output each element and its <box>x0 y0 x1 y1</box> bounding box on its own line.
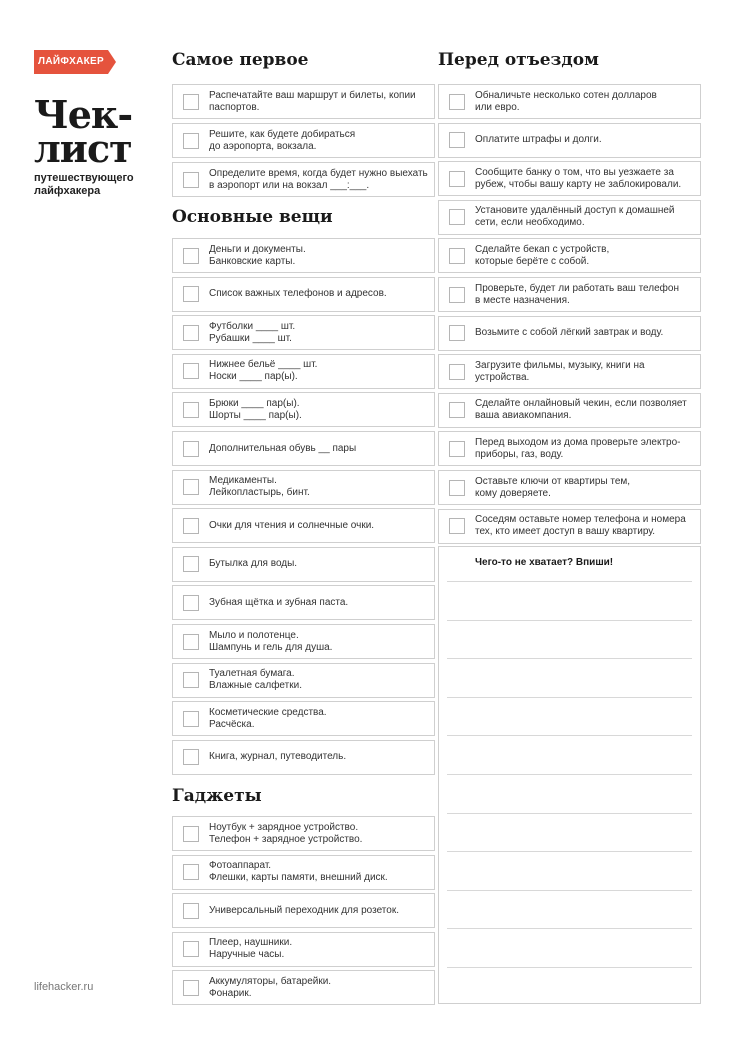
right-column <box>438 0 701 1040</box>
notes-line <box>447 813 692 814</box>
checklist-item-text <box>209 398 428 422</box>
checklist-item-line: Перед выходом из дома проверьте электро- <box>475 436 681 448</box>
title-line-2: лист <box>34 126 132 171</box>
checklist-item-line: Деньги и документы. <box>209 243 306 255</box>
checkbox[interactable] <box>183 479 199 495</box>
checkbox[interactable] <box>449 480 465 496</box>
checklist-item[interactable] <box>438 84 701 119</box>
checkbox[interactable] <box>183 172 199 188</box>
checklist-item[interactable] <box>172 238 435 273</box>
checklist-item-line: Аккумуляторы, батарейки. <box>209 975 332 987</box>
checkbox[interactable] <box>449 132 465 148</box>
checklist-item-line: сети, если необходимо. <box>475 217 585 229</box>
checklist-item-line: Проверьте, будет ли работать ваш телефон <box>475 282 679 294</box>
notes-line <box>447 967 692 968</box>
checklist-item-line: Установите удалённый доступ к домашней <box>475 205 675 217</box>
checklist-item-line: Влажные салфетки. <box>209 680 302 692</box>
checkbox[interactable] <box>183 363 199 379</box>
checklist-item-line: Банковские карты. <box>209 255 296 267</box>
checkbox[interactable] <box>449 287 465 303</box>
notes-title: Чего-то не хватает? Впиши! <box>475 557 614 568</box>
checklist-item-text <box>475 167 694 191</box>
checklist-item-line: Зубная щётка и зубная паста. <box>209 596 349 608</box>
checklist-item-line: тех, кто имеет доступ в вашу квартиру. <box>475 526 656 538</box>
checklist-item-line: Оставьте ключи от квартиры тем, <box>475 475 631 487</box>
section-title-gadgets: Гаджеты <box>172 786 262 806</box>
checkbox[interactable] <box>449 94 465 110</box>
checklist-item-text <box>209 288 428 300</box>
subtitle-line-2: лайфхакера <box>34 185 101 197</box>
checklist-item-line: приборы, газ, воду. <box>475 448 564 460</box>
checklist-item-line: Определите время, когда будет нужно выехать <box>209 167 428 179</box>
checklist-item-line: Дополнительная обувь __ пары <box>209 442 357 454</box>
checklist-item-text <box>475 205 694 229</box>
checklist-item-line: Ноутбук + зарядное устройство. <box>209 821 359 833</box>
checklist-item-line: Плеер, наушники. <box>209 937 293 949</box>
checklist-item-text <box>475 90 694 114</box>
checklist-item-line: Сделайте онлайновый чекин, если позволяет <box>475 398 687 410</box>
checklist-item[interactable] <box>438 509 701 544</box>
checklist-item-line: Флешки, карты памяти, внешний диск. <box>209 872 388 884</box>
notes-line <box>447 620 692 621</box>
checklist-item[interactable] <box>172 970 435 1005</box>
checklist-item[interactable] <box>438 316 701 351</box>
checklist-item[interactable] <box>172 547 435 582</box>
checkbox[interactable] <box>183 634 199 650</box>
checklist-item-line: Брюки ____ пар(ы). <box>209 397 300 409</box>
checklist-item[interactable] <box>172 277 435 312</box>
checklist-item-line: Очки для чтения и солнечные очки. <box>209 519 375 531</box>
checklist-item-line: Фотоаппарат. <box>209 860 272 872</box>
checkbox[interactable] <box>449 402 465 418</box>
checkbox[interactable] <box>183 248 199 264</box>
checklist-item[interactable] <box>172 740 435 775</box>
checkbox[interactable] <box>183 980 199 996</box>
checklist-item-text <box>209 475 428 499</box>
checkbox[interactable] <box>183 672 199 688</box>
checklist-item-line: Сделайте бекап с устройств, <box>475 243 610 255</box>
checklist-item-line: Рубашки ____ шт. <box>209 332 292 344</box>
notes-line <box>447 928 692 929</box>
checklist-item[interactable] <box>172 470 435 505</box>
checklist-item-line: Лейкопластырь, бинт. <box>209 487 310 499</box>
page-subtitle <box>34 172 134 198</box>
notes-line <box>447 851 692 852</box>
checkbox[interactable] <box>183 556 199 572</box>
checklist-item-text <box>209 321 428 345</box>
checkbox[interactable] <box>449 171 465 187</box>
checklist-item-line: Нижнее бельё ____ шт. <box>209 359 318 371</box>
checklist-item[interactable] <box>438 200 701 235</box>
checklist-item[interactable] <box>172 893 435 928</box>
checkbox[interactable] <box>183 133 199 149</box>
checklist-item[interactable] <box>438 238 701 273</box>
checklist-item-line: Носки ____ пар(ы). <box>209 371 298 383</box>
checkbox[interactable] <box>183 749 199 765</box>
checklist-item-text <box>475 437 694 461</box>
checklist-item-line: Косметические средства. <box>209 706 327 718</box>
checkbox[interactable] <box>449 518 465 534</box>
checkbox[interactable] <box>449 364 465 380</box>
checklist-item-line: Распечатайте ваш маршрут и билеты, копии <box>209 89 416 101</box>
checklist-item-line: Список важных телефонов и адресов. <box>209 288 387 300</box>
checklist-item[interactable] <box>172 855 435 890</box>
checklist-item-text <box>209 822 428 846</box>
checklist-item-line: Туалетная бумага. <box>209 668 295 680</box>
checklist-item-line: Обналичьте несколько сотен долларов <box>475 89 657 101</box>
checklist-item-text <box>475 476 694 500</box>
checklist-item-line: в месте назначения. <box>475 294 570 306</box>
checkbox[interactable] <box>183 402 199 418</box>
checklist-item-line: или евро. <box>475 101 520 113</box>
section-title-basics: Основные вещи <box>172 207 333 227</box>
title-line-1: Чек- <box>34 92 133 137</box>
checklist-item-text <box>209 751 428 763</box>
checklist-item-line: Загрузите фильмы, музыку, книги на устройства. <box>475 359 645 383</box>
checklist-item-text <box>475 134 694 146</box>
checkbox[interactable] <box>183 441 199 457</box>
checklist-item[interactable] <box>172 816 435 851</box>
checklist-item-text <box>475 244 694 268</box>
checkbox[interactable] <box>183 595 199 611</box>
checkbox[interactable] <box>183 826 199 842</box>
checklist-item-line: ваша авиакомпания. <box>475 410 572 422</box>
section-title-before: Перед отъездом <box>438 50 599 70</box>
checklist-item-text <box>475 398 694 422</box>
checklist-item[interactable] <box>438 393 701 428</box>
checklist-item[interactable] <box>172 354 435 389</box>
checklist-item-line: паспортов. <box>209 101 260 113</box>
checklist-item-line: в аэропорт или на вокзал ___:___. <box>209 179 370 191</box>
checklist-item-text <box>209 905 428 917</box>
checklist-item[interactable] <box>172 624 435 659</box>
checklist-item-text <box>475 360 694 384</box>
checklist-item[interactable] <box>438 161 701 196</box>
checklist-item-text <box>209 558 428 570</box>
checklist-item-line: Расчёска. <box>209 718 255 730</box>
checklist-item[interactable] <box>438 470 701 505</box>
checklist-item[interactable] <box>172 932 435 967</box>
checklist-item-text <box>475 514 694 538</box>
checklist-item-line: Решите, как будете добираться <box>209 128 356 140</box>
checklist-item-line: Фонарик. <box>209 987 252 999</box>
checklist-item-line: Сообщите банку о том, что вы уезжаете за <box>475 166 674 178</box>
checklist-item-text <box>209 129 428 153</box>
checklist-item[interactable] <box>172 585 435 620</box>
checklist-item-text <box>209 244 428 268</box>
checklist-item-line: Универсальный переходник для розеток. <box>209 904 399 916</box>
checklist-item-text <box>209 937 428 961</box>
checklist-item-line: рубеж, чтобы вашу карту не заблокировали. <box>475 178 682 190</box>
page-title <box>34 92 133 171</box>
checklist-item-text <box>209 168 428 192</box>
checkbox[interactable] <box>183 711 199 727</box>
section-title-first: Самое первое <box>172 50 309 70</box>
checklist-item[interactable] <box>172 315 435 350</box>
checklist-item-text <box>209 520 428 532</box>
notes-line <box>447 890 692 891</box>
checkbox[interactable] <box>183 903 199 919</box>
checkbox[interactable] <box>183 325 199 341</box>
notes-line <box>447 774 692 775</box>
checkbox[interactable] <box>183 94 199 110</box>
subtitle-line-1: путешествующего <box>34 172 134 184</box>
notes-line <box>447 735 692 736</box>
checkbox[interactable] <box>183 286 199 302</box>
checkbox[interactable] <box>183 518 199 534</box>
checklist-item[interactable] <box>172 123 435 158</box>
notes-line <box>447 658 692 659</box>
checklist-item-line: Шампунь и гель для душа. <box>209 641 333 653</box>
checklist-item-line: Мыло и полотенце. <box>209 629 299 641</box>
checklist-item-line: которые берёте с собой. <box>475 255 590 267</box>
checklist-item-line: Наручные часы. <box>209 949 285 961</box>
checkbox[interactable] <box>449 441 465 457</box>
checklist-item-text <box>209 668 428 692</box>
checklist-item-line: Шорты ____ пар(ы). <box>209 409 302 421</box>
checklist-item[interactable] <box>172 508 435 543</box>
checklist-item-line: Соседям оставьте номер телефона и номера <box>475 514 686 526</box>
checkbox[interactable] <box>183 864 199 880</box>
checklist-item-text <box>475 327 694 339</box>
checklist-item[interactable] <box>172 431 435 466</box>
checklist-item-line: кому доверяете. <box>475 487 551 499</box>
checklist-item-line: Оплатите штрафы и долги. <box>475 134 602 146</box>
checklist-item-text <box>209 860 428 884</box>
checkbox[interactable] <box>449 209 465 225</box>
checklist-item-line: до аэропорта, вокзала. <box>209 140 317 152</box>
checklist-item-line: Книга, журнал, путеводитель. <box>209 751 347 763</box>
checklist-item-text <box>209 597 428 609</box>
checklist-item[interactable] <box>172 162 435 197</box>
checklist-item-line: Возьмите с собой лёгкий завтрак и воду. <box>475 327 664 339</box>
checklist-item-text <box>209 359 428 383</box>
checklist-item-text <box>209 976 428 1000</box>
checklist-item[interactable] <box>438 354 701 389</box>
checklist-item-line: Футболки ____ шт. <box>209 320 296 332</box>
checkbox[interactable] <box>449 325 465 341</box>
notes-line <box>447 697 692 698</box>
notes-line <box>447 581 692 582</box>
checklist-item[interactable] <box>172 84 435 119</box>
notes-box[interactable] <box>438 546 701 1004</box>
brand-logo: ЛАЙФХАКЕР <box>34 50 108 74</box>
checkbox[interactable] <box>183 941 199 957</box>
checklist-item-text <box>209 90 428 114</box>
checklist-item[interactable] <box>172 392 435 427</box>
checklist-item[interactable] <box>438 431 701 466</box>
checklist-item[interactable] <box>438 123 701 158</box>
checklist-item-line: Телефон + зарядное устройство. <box>209 833 363 845</box>
checklist-item-line: Медикаменты. <box>209 475 277 487</box>
checklist-item-text <box>475 283 694 307</box>
checklist-item-text <box>209 630 428 654</box>
checklist-item[interactable] <box>172 701 435 736</box>
checklist-item[interactable] <box>438 277 701 312</box>
checklist-item-text <box>209 707 428 731</box>
checklist-item[interactable] <box>172 663 435 698</box>
checkbox[interactable] <box>449 248 465 264</box>
checklist-item-text <box>209 443 428 455</box>
left-column <box>172 0 435 1040</box>
checklist-item-line: Бутылка для воды. <box>209 558 298 570</box>
site-url: lifehacker.ru <box>34 981 94 993</box>
